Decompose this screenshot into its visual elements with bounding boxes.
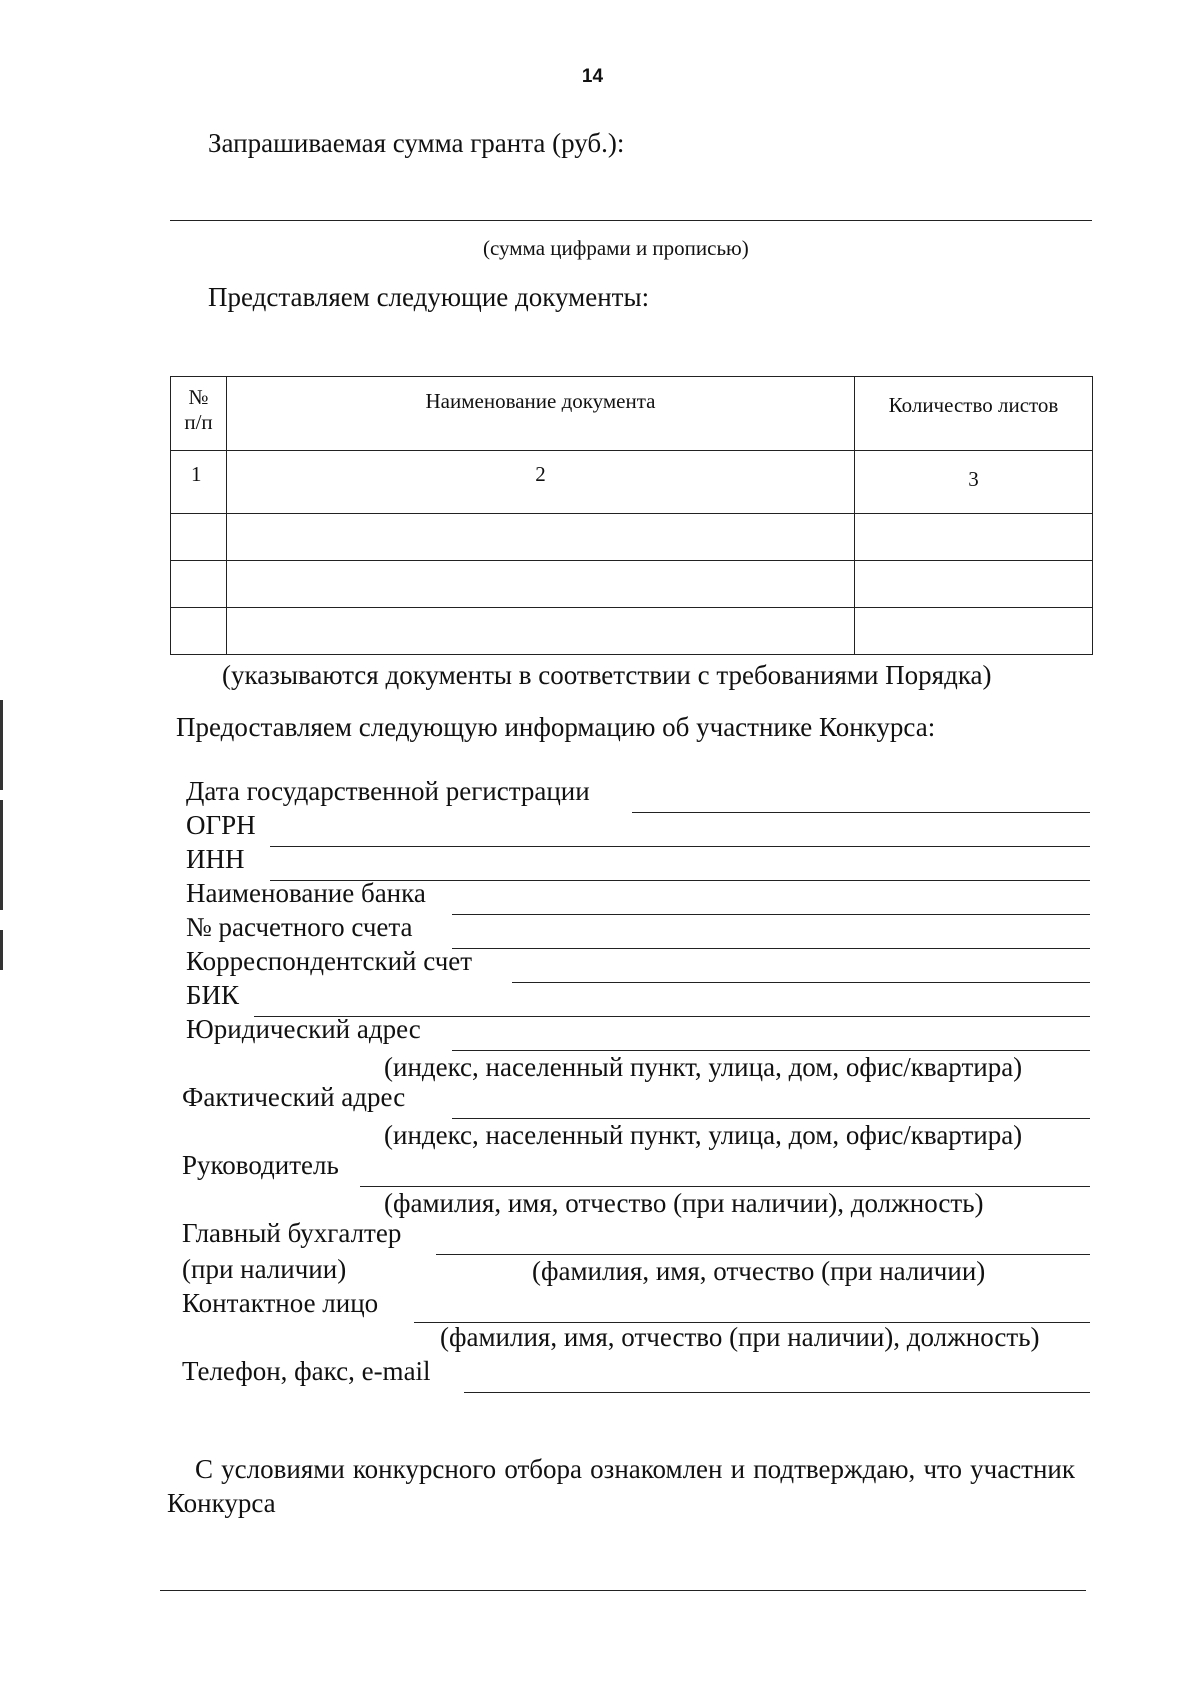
bank-name-line[interactable] xyxy=(452,914,1090,915)
table-row xyxy=(171,514,1093,561)
contact-label: Контактное лицо xyxy=(182,1288,379,1318)
col-header-number-text: № п/п xyxy=(184,385,213,434)
table-cell[interactable] xyxy=(227,608,855,655)
requested-amount-label: Запрашиваемая сумма гранта (руб.): xyxy=(208,128,625,158)
head-line[interactable] xyxy=(360,1186,1090,1187)
signature-line[interactable] xyxy=(160,1590,1086,1591)
table-header-row xyxy=(171,377,1093,451)
legal-address-label: Юридический адрес xyxy=(186,1014,421,1044)
corr-account-label: Корреспондентский счет xyxy=(186,946,473,976)
col-header-count: Количество листов xyxy=(855,377,1093,451)
table-row xyxy=(171,561,1093,608)
column-number: 2 xyxy=(227,451,855,514)
table-cell[interactable] xyxy=(227,514,855,561)
table-cell[interactable] xyxy=(227,561,855,608)
documents-table xyxy=(170,376,1093,655)
table-cell[interactable] xyxy=(171,514,227,561)
table-cell[interactable] xyxy=(855,608,1093,655)
legal-address-hint: (индекс, населенный пункт, улица, дом, офис/квартира) xyxy=(384,1052,1023,1082)
col-header-name: Наименование документа xyxy=(227,377,855,451)
head-label: Руководитель xyxy=(182,1150,339,1180)
scan-edge-mark xyxy=(0,700,3,790)
table-cell[interactable] xyxy=(855,514,1093,561)
table-row xyxy=(171,608,1093,655)
actual-address-hint: (индекс, населенный пункт, улица, дом, офис/квартира) xyxy=(384,1120,1023,1150)
col-header-number xyxy=(171,377,227,451)
table-cell[interactable] xyxy=(171,561,227,608)
actual-address-line[interactable] xyxy=(452,1118,1090,1119)
bank-name-label: Наименование банка xyxy=(186,878,426,908)
ogrn-label: ОГРН xyxy=(186,810,256,840)
actual-address-label: Фактический адрес xyxy=(182,1082,406,1112)
phone-label: Телефон, факс, e-mail xyxy=(182,1356,431,1386)
page-number: 14 xyxy=(581,66,604,87)
column-number: 1 xyxy=(171,451,227,514)
chief-accountant-hint: (фамилия, имя, отчество (при наличии) xyxy=(532,1256,986,1286)
column-numbers-row xyxy=(171,451,1093,514)
table-cell[interactable] xyxy=(171,608,227,655)
head-hint: (фамилия, имя, отчество (при наличии), должность) xyxy=(384,1188,984,1218)
inn-label: ИНН xyxy=(186,844,245,874)
legal-address-line[interactable] xyxy=(452,1050,1090,1051)
phone-line[interactable] xyxy=(464,1392,1090,1393)
corr-account-line[interactable] xyxy=(512,982,1090,983)
chief-accountant-note: (при наличии) xyxy=(182,1254,347,1284)
column-number: 3 xyxy=(855,451,1093,514)
contact-hint: (фамилия, имя, отчество (при наличии), должность) xyxy=(440,1322,1040,1352)
reg-date-label: Дата государственной регистрации xyxy=(186,776,590,806)
participant-intro: Предоставляем следующую информацию об участнике Конкурса: xyxy=(176,712,936,742)
reg-date-line[interactable] xyxy=(632,812,1090,813)
chief-accountant-label: Главный бухгалтер xyxy=(182,1218,402,1248)
ogrn-line[interactable] xyxy=(270,846,1090,847)
amount-hint: (сумма цифрами и прописью) xyxy=(483,236,749,260)
table-cell[interactable] xyxy=(855,561,1093,608)
chief-accountant-line[interactable] xyxy=(436,1254,1090,1255)
scan-edge-mark xyxy=(0,800,3,910)
documents-intro: Представляем следующие документы: xyxy=(208,282,650,312)
scan-edge-mark xyxy=(0,930,3,970)
documents-footnote: (указываются документы в соответствии с требованиями Порядка) xyxy=(222,660,992,690)
account-line[interactable] xyxy=(452,948,1090,949)
statement-text: С условиями конкурсного отбора ознакомлен и подтверждаю, что участник Конкурса xyxy=(167,1454,1075,1518)
amount-line[interactable] xyxy=(170,220,1092,221)
account-label: № расчетного счета xyxy=(186,912,413,942)
bik-label: БИК xyxy=(186,980,240,1010)
